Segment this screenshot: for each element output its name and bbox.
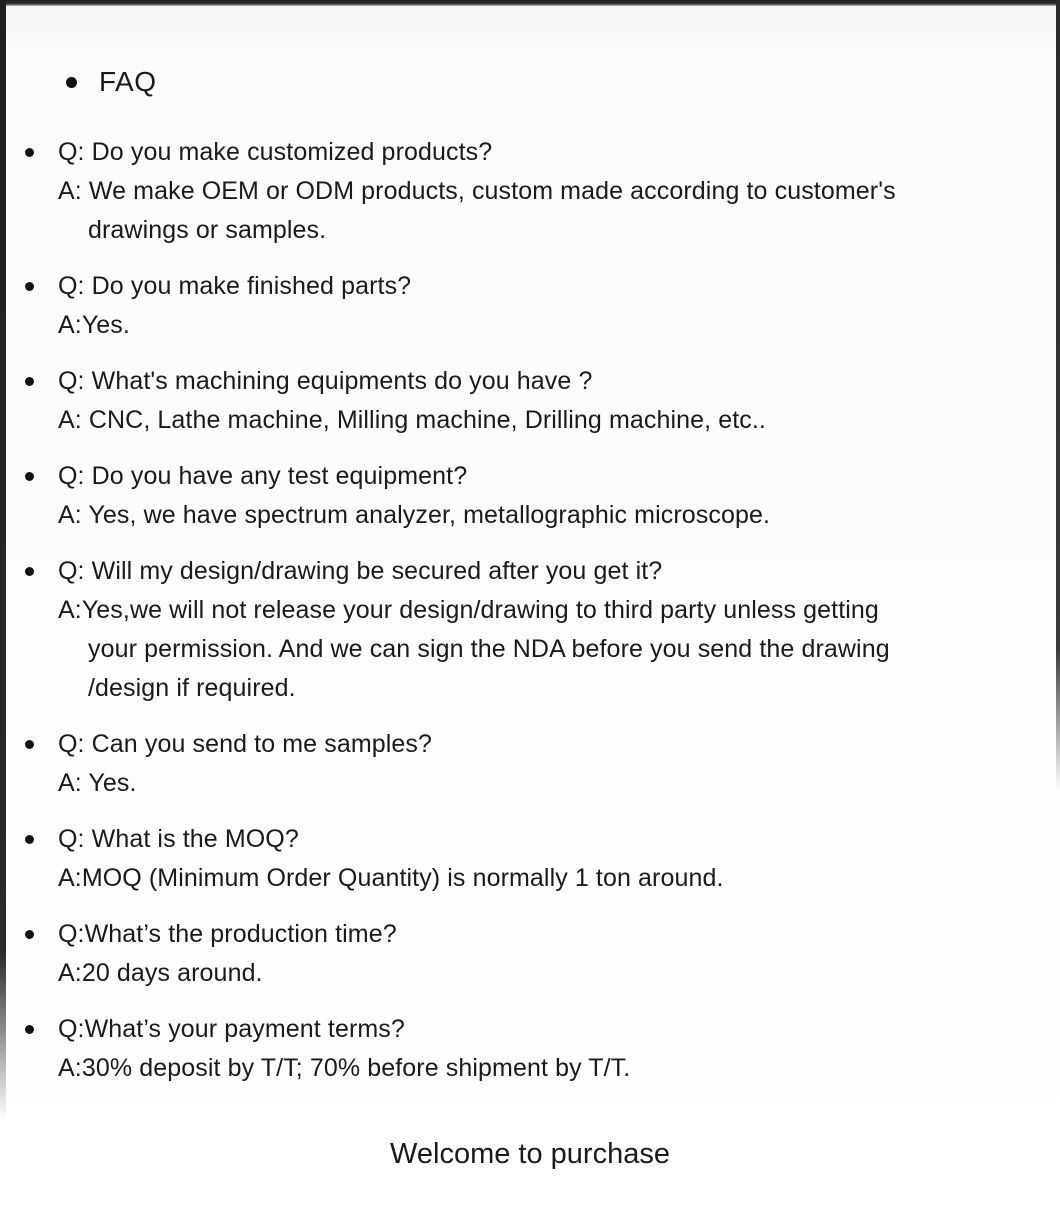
faq-answer-line: A: CNC, Lathe machine, Milling machine, Drilling machine, etc.. — [58, 406, 766, 434]
bullet-cell — [0, 820, 58, 844]
page-title: FAQ — [99, 66, 157, 97]
faq-question: Q:What’s the production time? — [58, 920, 397, 948]
faq-answer — [58, 764, 1060, 803]
bullet-icon — [25, 835, 34, 844]
question-answer-block — [58, 725, 1060, 803]
faq-item — [0, 915, 1060, 993]
faq-answer — [58, 496, 1060, 535]
question-answer-block — [58, 362, 1060, 440]
bullet-icon — [25, 282, 34, 291]
faq-answer-line: A: Yes, we have spectrum analyzer, metallographic microscope. — [58, 501, 771, 529]
faq-answer — [58, 1049, 1060, 1088]
bullet-cell — [0, 915, 58, 939]
bullet-cell — [0, 457, 58, 481]
faq-answer-line: A:Yes,we will not release your design/drawing to third party unless getting — [58, 596, 879, 624]
faq-question: Q: What's machining equipments do you have ? — [58, 367, 593, 395]
faq-answer-line: A: We make OEM or ODM products, custom made according to customer's — [58, 177, 896, 205]
faq-answer-line: your permission. And we can sign the NDA before you send the drawing — [88, 635, 890, 663]
bullet-icon — [25, 930, 34, 939]
welcome-text: Welcome to purchase — [390, 1138, 670, 1170]
faq-question: Q:What’s your payment terms? — [58, 1015, 405, 1043]
question-answer-block — [58, 267, 1060, 345]
faq-answer-line: A:30% deposit by T/T; 70% before shipment by T/T. — [58, 1054, 631, 1082]
faq-item — [0, 362, 1060, 440]
bullet-icon — [25, 148, 34, 157]
faq-item — [0, 457, 1060, 535]
faq-answer — [58, 401, 1060, 440]
faq-answer-line: A:20 days around. — [58, 959, 263, 987]
bullet-icon — [25, 1025, 34, 1034]
faq-answer-line: A: Yes. — [58, 769, 137, 797]
bullet-icon — [25, 377, 34, 386]
faq-answer — [58, 591, 1060, 708]
faq-question: Q: Do you make finished parts? — [58, 272, 412, 300]
faq-list — [0, 133, 1060, 1088]
faq-question: Q: Can you send to me samples? — [58, 730, 433, 758]
faq-answer-line: /design if required. — [88, 674, 296, 702]
question-answer-block — [58, 820, 1060, 898]
faq-answer-line: A:Yes. — [58, 311, 130, 339]
faq-answer — [58, 859, 1060, 898]
faq-answer-line: drawings or samples. — [88, 216, 327, 244]
faq-header — [66, 62, 1060, 101]
question-answer-block — [58, 915, 1060, 993]
faq-answer-line: A:MOQ (Minimum Order Quantity) is normally 1 ton around. — [58, 864, 724, 892]
bullet-icon — [66, 77, 77, 88]
faq-item — [0, 552, 1060, 708]
faq-answer — [58, 306, 1060, 345]
faq-item — [0, 133, 1060, 250]
faq-question: Q: Will my design/drawing be secured after you get it? — [58, 557, 663, 585]
faq-item — [0, 820, 1060, 898]
question-answer-block — [58, 1010, 1060, 1088]
bullet-cell — [0, 552, 58, 576]
question-answer-block — [58, 457, 1060, 535]
bullet-icon — [25, 567, 34, 576]
bullet-cell — [0, 133, 58, 157]
bullet-cell — [0, 362, 58, 386]
bullet-icon — [25, 740, 34, 749]
question-answer-block — [58, 552, 1060, 708]
bullet-cell — [0, 1010, 58, 1034]
faq-answer — [58, 172, 1060, 250]
bullet-cell — [0, 267, 58, 291]
faq-question: Q: Do you have any test equipment? — [58, 462, 468, 490]
bullet-cell — [0, 725, 58, 749]
faq-question: Q: What is the MOQ? — [58, 825, 299, 853]
bullet-icon — [25, 472, 34, 481]
faq-answer — [58, 954, 1060, 993]
question-answer-block — [58, 133, 1060, 250]
faq-item — [0, 1010, 1060, 1088]
faq-item — [0, 725, 1060, 803]
faq-item — [0, 267, 1060, 345]
faq-question: Q: Do you make customized products? — [58, 138, 493, 166]
